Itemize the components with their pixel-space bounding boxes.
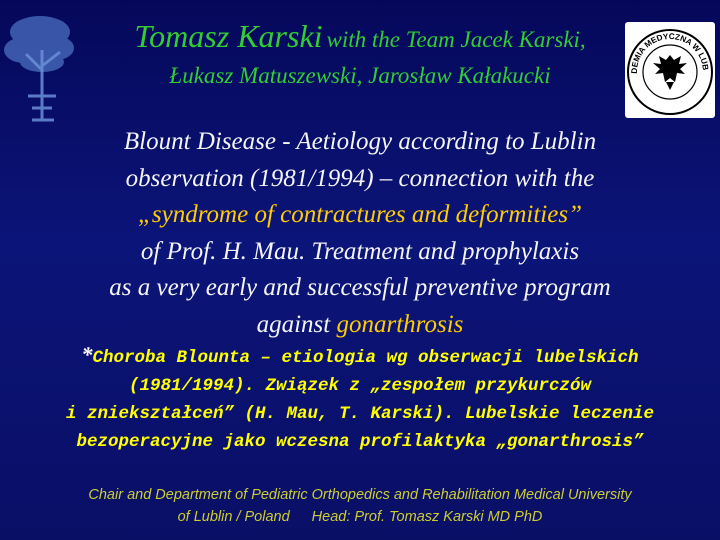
polish-translation [10,341,710,456]
team-members: Łukasz Matuszewski, Jarosław Kałakucki [169,63,551,88]
lead-author: Tomasz Karski [134,18,323,54]
title-line: of Prof. H. Mau. Treatment and prophylaxis [140,237,580,265]
polish-line: i zniekształceń” (H. Mau, T. Karski). Lubelskie leczenie [65,404,655,424]
footer-line: Chair and Department of Pediatric Orthopedics and Rehabilitation Medical University [88,487,632,503]
team-intro: with the Team Jacek Karski, [326,27,586,52]
footnote-star: * [81,342,93,367]
presentation-title [10,124,710,343]
polish-line [10,341,710,372]
polish-line: bezoperacyjne jako wczesna profilaktyka „gonarthrosis” [76,432,644,452]
affiliation-footer [0,484,720,528]
footer-line [0,506,720,528]
footer-head: Head: Prof. Tomasz Karski MD PhD [311,509,543,525]
seal-text: DEMIA MEDYCZNA W LUB [629,31,711,74]
title-line: as a very early and successful preventive program [109,274,611,301]
authors-block [60,20,660,92]
title-text: against [256,310,337,338]
footer-location: of Lublin / Poland [177,509,290,525]
polish-line: (1981/1994). Związek z „zespołem przykurczów [128,376,592,396]
polish-text: Choroba Blounta – etiologia wg obserwacji lubelskich [92,348,639,368]
gonarthrosis-highlight: gonarthrosis [336,310,464,338]
title-line: Blount Disease - Aetiology according to Lublin [123,128,597,155]
title-line: observation (1981/1994) – connection with the [125,164,595,192]
title-line-highlight: „syndrome of contractures and deformities” [138,201,582,228]
title-line [10,307,710,344]
